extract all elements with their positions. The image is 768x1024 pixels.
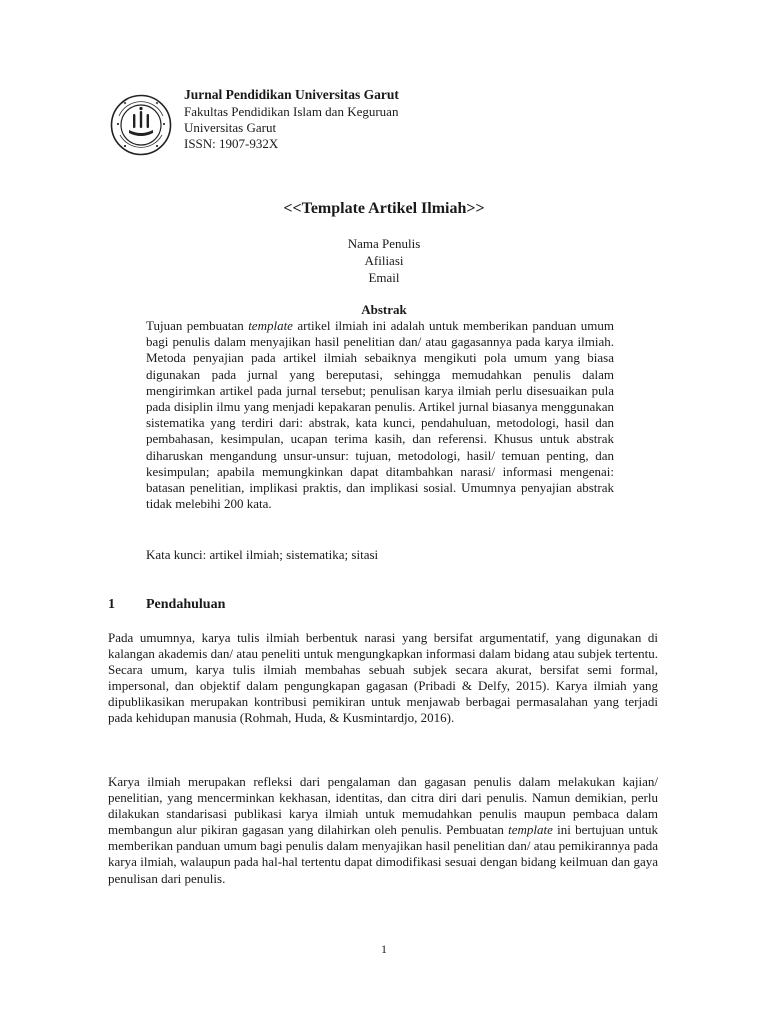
- author-name: Nama Penulis: [347, 236, 421, 251]
- author-affiliation: Afiliasi: [364, 253, 404, 268]
- journal-header: [184, 86, 484, 152]
- university-seal-icon: [110, 94, 172, 156]
- faculty-name: Fakultas Pendidikan Islam dan Keguruan: [184, 104, 399, 119]
- author-block: [0, 235, 768, 286]
- section-number: 1: [108, 597, 115, 612]
- paragraph: [108, 774, 658, 887]
- abstract-heading: Abstrak: [361, 302, 407, 317]
- page-number: 1: [381, 942, 387, 956]
- author-email: Email: [368, 270, 400, 285]
- keywords: Kata kunci: artikel ilmiah; sistematika; sitasi: [146, 547, 379, 562]
- abstract-text-start: Tujuan pembuatan: [146, 318, 249, 333]
- paragraph-emphasis: template: [508, 822, 553, 838]
- abstract-text-emphasis: template: [248, 318, 293, 333]
- paragraph-rest: ini bertujuan untuk memberikan panduan umum bagi penulis dalam menyajikan hasil penelitian dan/ atau pemikirannya pada karya ilmiah, walaupun pada hal-hal tertentu dapat dimodifikasi sesuai dengan bidang keilmuan dan gaya penulisan dari penulis.: [108, 822, 658, 886]
- section-title: Pendahuluan: [146, 597, 226, 612]
- issn: ISSN: 1907-932X: [184, 136, 279, 151]
- section-heading: [108, 597, 225, 613]
- paragraph-start: Karya ilmiah merupakan refleksi dari pengalaman dan gagasan penulis dalam melakukan kajian/ penelitian, yang mencerminkan kekhasan, identitas, dan citra diri dari penulis. Namun demikian, perlu dilakukan standarisasi publikasi karya ilmiah untuk memudahkan penulis maupun pembaca dalam membangun alur pikiran gagasan yang dilahirkan oleh penulis. Pembuatan: [108, 774, 658, 838]
- journal-name: Jurnal Pendidikan Universitas Garut: [184, 87, 399, 102]
- abstract-text-rest: artikel ilmiah ini adalah untuk memberikan panduan umum bagi penulis dalam menyajikan hasil penelitian dan/ atau gagasannya pada karya ilmiah. Metoda penyajian pada artikel ilmiah sebaiknya mengikuti pola umum yang biasa digunakan pada jurnal yang bereputasi, sehingga memudahkan penulis dalam mengirimkan artikel pada jurnal tersebut; penulisan karya ilmiah perlu disesuaikan pula pada disiplin ilmu yang menjadi kepakaran penulis. Artikel jurnal biasanya menggunakan sistematika yang terdiri dari: abstrak, kata kunci, pendahuluan, metodologi, hasil dan pembahasan, kesimpulan, ucapan terima kasih, dan referensi. Khusus untuk abstrak diharuskan mengandung unsur-unsur: tujuan, metodologi, hasil/ temuan penting, dan kesimpulan; apabila memungkinkan dapat ditambahkan narasi/ informasi mengenai: batasan penelitian, implikasi praktis, dan implikasi sosial. Umumnya penyajian abstrak tidak melebihi 200 kata.: [146, 318, 614, 512]
- abstract-text: [146, 318, 614, 512]
- paragraph: Pada umumnya, karya tulis ilmiah berbentuk narasi yang bersifat argumentatif, yang digunakan di kalangan akademis dan/ atau peneliti untuk mengungkapkan informasi dalam bidang atau subjek tertentu. Secara umum, karya tulis ilmiah membahas sebuah subjek secara akurat, bersifat semi formal, impersonal, dan objektif dalam pengungkapan gagasan (Pribadi & Delfy, 2015). Karya ilmiah yang dipublikasikan merupakan kontribusi pemikiran untuk menjawab berbagai permasalahan yang terjadi pada kehidupan manusia (Rohmah, Huda, & Kusmintardjo, 2016).: [108, 630, 658, 726]
- article-title: <<Template Artikel Ilmiah>>: [283, 200, 485, 217]
- university-name: Universitas Garut: [184, 120, 277, 135]
